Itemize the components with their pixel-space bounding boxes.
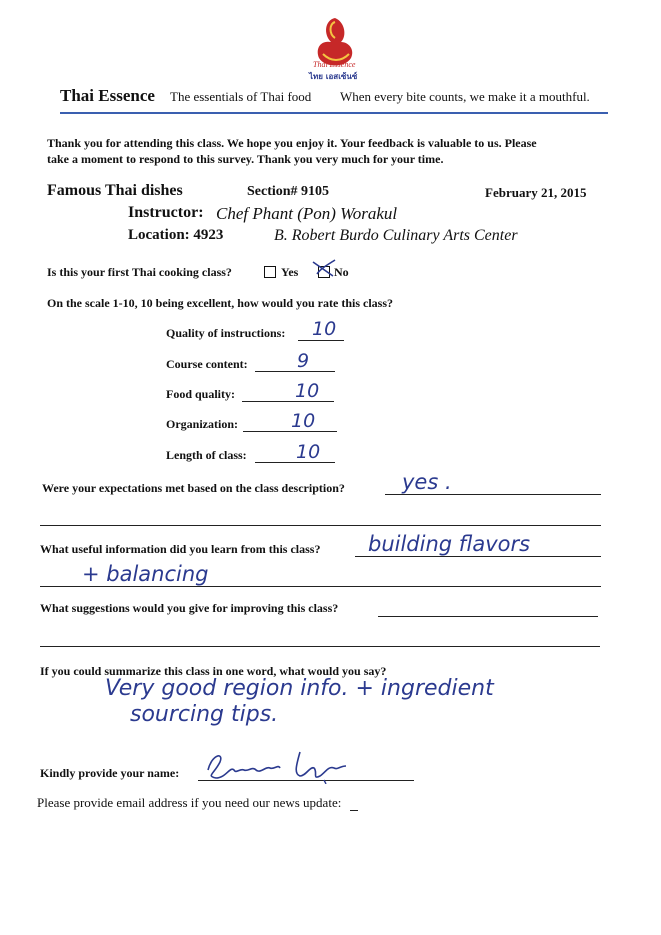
rating-label-organization: Organization:	[166, 417, 238, 431]
name-label: Kindly provide your name:	[40, 766, 180, 780]
expectations-question: Were your expectations met based on the class description?	[42, 481, 345, 495]
summary-answer-1[interactable]: Very good region info. + ingredient	[105, 676, 494, 701]
rating-value-instructions[interactable]: 10	[312, 318, 337, 340]
intro-line-2: take a moment to respond to this survey. Thank you very much for your time.	[47, 152, 444, 166]
rating-label-food: Food quality:	[166, 387, 236, 401]
expectations-answer[interactable]: yes .	[402, 470, 452, 494]
header-rule	[60, 112, 608, 114]
section-number: Section# 9105	[247, 184, 330, 199]
suggestions-line-2	[40, 646, 600, 647]
slogan: When every bite counts, we make it a mouthful.	[340, 89, 590, 104]
logo-text-2: ไทย เอสเซ้นซ์	[309, 72, 358, 81]
yes-label: Yes	[281, 265, 299, 279]
class-title: Famous Thai dishes	[47, 182, 183, 199]
useful-answer-2[interactable]: + balancing	[82, 562, 209, 586]
rating-value-food[interactable]: 10	[295, 380, 320, 402]
email-line	[350, 810, 358, 811]
rating-value-length[interactable]: 10	[296, 441, 321, 463]
suggestions-question: What suggestions would you give for improving this class?	[40, 601, 339, 615]
tagline: The essentials of Thai food	[170, 89, 312, 104]
intro-line-1: Thank you for attending this class. We hope you enjoy it. Your feedback is valuable to us. Please	[47, 136, 537, 150]
signature-image[interactable]	[200, 744, 380, 784]
rating-question: On the scale 1-10, 10 being excellent, how would you rate this class?	[47, 296, 393, 310]
rating-line-organization	[243, 431, 337, 432]
rating-line-length	[255, 462, 335, 463]
summary-question: If you could summarize this class in one word, what would you say?	[40, 664, 387, 678]
location-name: B. Robert Burdo Culinary Arts Center	[274, 227, 518, 244]
summary-answer-2[interactable]: sourcing tips.	[130, 702, 279, 727]
suggestions-line-1	[378, 616, 598, 617]
rating-label-length: Length of class:	[166, 448, 247, 462]
expectations-line-2	[40, 525, 601, 526]
brand-name: Thai Essence	[60, 86, 155, 105]
first-class-question: Is this your first Thai cooking class?	[47, 265, 232, 279]
rating-line-content	[255, 371, 335, 372]
rating-label-instructions: Quality of instructions:	[166, 326, 286, 340]
no-label: No	[334, 265, 349, 279]
expectations-line-1	[385, 494, 601, 495]
rating-line-instructions	[298, 340, 344, 341]
rating-value-content[interactable]: 9	[297, 350, 310, 372]
email-label: Please provide email address if you need our news update:	[37, 795, 342, 810]
yes-checkbox[interactable]	[264, 266, 276, 278]
useful-answer-1[interactable]: building flavors	[368, 532, 531, 556]
location-label: Location: 4923	[128, 227, 224, 243]
logo-text-1: Thai Essence	[313, 60, 356, 69]
rating-label-content: Course content:	[166, 357, 248, 371]
class-date: February 21, 2015	[485, 185, 587, 200]
instructor-name: Chef Phant (Pon) Worakul	[216, 204, 398, 223]
rating-value-organization[interactable]: 10	[291, 410, 316, 432]
rating-line-food	[242, 401, 334, 402]
useful-line-1	[355, 556, 601, 557]
logo	[305, 12, 365, 82]
instructor-label: Instructor:	[128, 204, 204, 221]
useful-line-2	[40, 586, 601, 587]
useful-question: What useful information did you learn from this class?	[40, 542, 321, 556]
